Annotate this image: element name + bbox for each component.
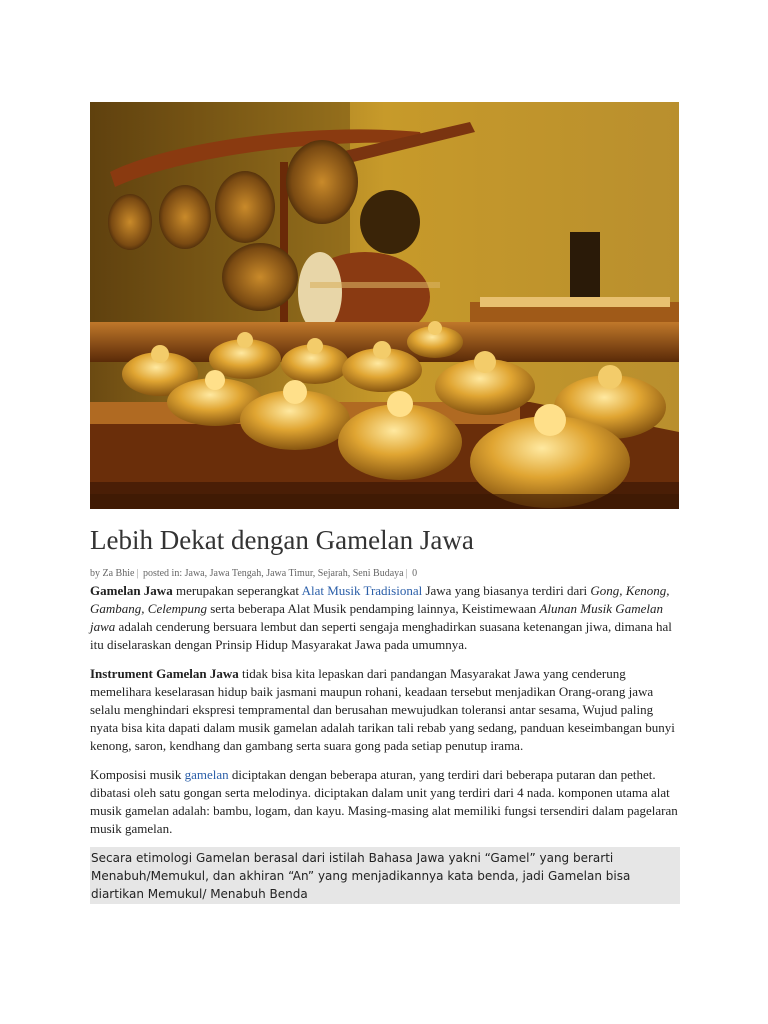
- gamelan-hero-image: [90, 102, 679, 509]
- paragraph-instrument: [90, 665, 680, 755]
- article: [90, 102, 680, 904]
- text-span: diciptakan dengan beberapa aturan, yang terdiri dari beberapa putaran dan pethet. dibatasi oleh satu gongan serta melodinya. diciptakan dalam unit yang terdiri dari 4 nada. komponen utama alat musik gamelan adalah: bambu, logam, dan kayu. Masing-masing alat memiliki fungsi tersendiri dalam pagelaran musik gamelan.: [90, 767, 678, 836]
- comment-count[interactable]: 0: [412, 568, 418, 579]
- by-prefix: by: [90, 568, 100, 579]
- text-span: Jawa yang biasanya terdiri dari: [422, 583, 591, 598]
- etymology-quote: Secara etimologi Gamelan berasal dari istilah Bahasa Jawa yakni “Gamel” yang berarti Menabuh/Memukul, dan akhiran “An” yang menjadikannya kata benda, jadi Gamelan bisa diartikan Memukul/ Menabuh Benda: [90, 847, 680, 904]
- italic-term: Gong, Kenong, Gambang, Celempung: [90, 583, 670, 616]
- paragraph-komposisi: [90, 766, 680, 838]
- text-span: Komposisi musik: [90, 767, 185, 782]
- text-span: serta beberapa Alat Musik pendamping lainnya, Keistimewaan: [207, 601, 540, 616]
- category-links[interactable]: Jawa, Jawa Tengah, Jawa Timur, Sejarah, Seni Budaya: [184, 568, 404, 579]
- bold-term: Instrument Gamelan Jawa: [90, 666, 239, 681]
- italic-term: Alunan Musik Gamelan jawa: [90, 601, 663, 634]
- bold-term: Gamelan Jawa: [90, 583, 173, 598]
- posted-in-prefix: posted in:: [142, 568, 183, 579]
- post-meta: by Za Bhie | posted in: Jawa, Jawa Tengah, Jawa Timur, Sejarah, Seni Budaya | 0: [90, 568, 418, 579]
- author-link[interactable]: Za Bhie: [102, 568, 135, 579]
- text-span: adalah cenderung bersuara lembut dan seperti sengaja menghadirkan suasana ketenangan jiwa, dimana hal itu diselaraskan dengan Prinsip Hidup Masyarakat Jawa pada umumnya.: [90, 619, 672, 652]
- article-title: Lebih Dekat dengan Gamelan Jawa: [90, 525, 474, 555]
- text-span: tidak bisa kita lepaskan dari pandangan Masyarakat Jawa yang cenderung memelihara keselarasan hidup baik jasmani maupun rohani, keadaan tersebut menjadikan Orang-orang jawa selalu menghindari ekspresi tempramental dan berusahan mewujudkan toleransi antar sesama, Wujud paling nyata bisa kita dapati dalam musik gamelan adalah tarikan tali rebab yang sedang, panduan keseimbangan bunyi kenong, saron, kendhang dan gambang serta suara gong pada setiap penutup irama.: [90, 666, 675, 753]
- paragraph-intro: [90, 582, 680, 654]
- alat-musik-link[interactable]: Alat Musik Tradisional: [301, 583, 423, 598]
- gamelan-link[interactable]: gamelan: [184, 767, 229, 782]
- text-span: merupakan seperangkat: [172, 583, 302, 598]
